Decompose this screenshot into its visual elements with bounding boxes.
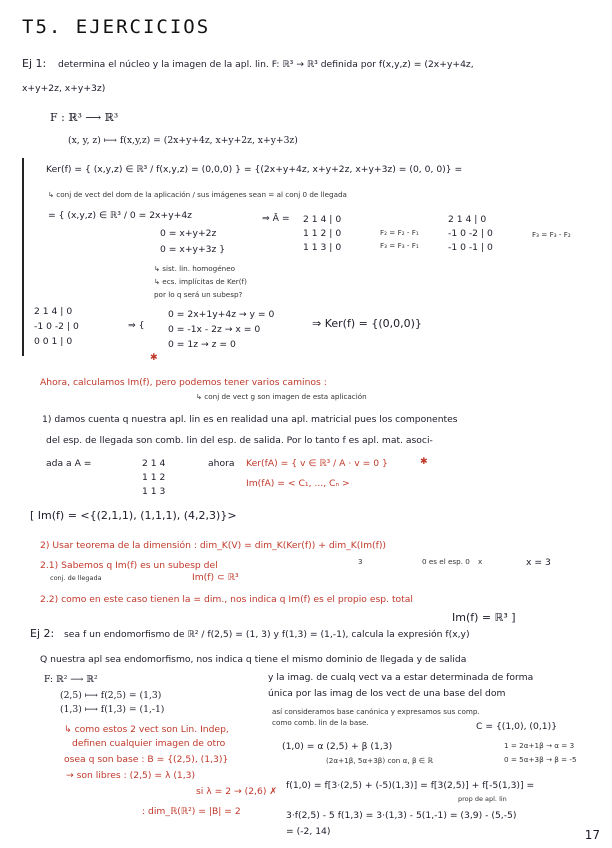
system-row-3: 0 = x+y+3z } [160,244,226,255]
matrix-d-row-2: 1 1 2 [142,472,166,483]
note-left-1: ↳ como estos 2 vect son Lin. Indep, [64,724,229,735]
matrix-d-row-1: 2 1 4 [142,458,166,469]
f-of-1-0-result: = (-2, 14) [286,826,331,837]
system-2-row-2: 0 = 5α+3β → β = -5 [504,755,577,764]
note-right-2: única por las imag de los vect de una base del dom [268,688,506,699]
step-2-dim-im: x [478,557,483,566]
now-label: ahora [208,458,235,469]
map-2-definition: F: ℝ² ⟶ ℝ² [44,674,98,685]
exercise-1-statement: determina el núcleo y la imagen de la apl. lin. F: ℝ³ → ℝ³ definida por f(x,y,z) = (2x+y+4z, [58,59,474,70]
solution-row-3: 0 = 1z → z = 0 [168,339,236,350]
matrix-d-row-3: 1 1 3 [142,486,166,497]
step-2-2: 2.2) como en este caso tienen la = dim., nos indica q Im(f) es el propio esp. total [40,594,413,605]
step-2-1: 2.1) Sabemos q Im(f) es un subesp del [40,560,218,571]
note-left-6: : dim_ℝ(ℝ²) = |B| = 2 [142,806,241,817]
f-of-1-0-expanded: 3·f(2,5) - 5 f(1,3) = 3·(1,3) - 5(1,-1) = (3,9) - (5,-5) [286,810,517,821]
image-result: [ Im(f) = <{(2,1,1), (1,1,1), (4,2,3)}> [30,509,237,522]
combination-2: (2α+1β, 5α+3β) con α, β ∈ ℝ [326,756,434,765]
left-bracket-bar [22,158,24,356]
step-2-1-result: Im(f) ⊂ ℝ³ [192,572,239,583]
kernel-definition: Ker(f) = { (x,y,z) ∈ ℝ³ / f(x,y,z) = (0,0,0) } = {(2x+y+4z, x+y+2z, x+y+3z) = (0, 0, 0)} = [46,164,463,175]
page-number: 17 [584,828,600,842]
asterisk-mark: ✱ [150,352,158,363]
exercise-2-statement: sea f un endomorfismo de ℝ² / f(2,5) = (1, 3) y f(1,3) = (1,-1), calcula la expresión f(x,y) [64,629,470,640]
step-1-line-3: ada a A = [46,458,92,469]
exercise-1-statement-2: x+y+2z, x+y+3z) [22,83,106,94]
arrow-implies: ⇒ { [128,320,145,331]
note-left-4: → son libres : (2,5) = λ (1,3) [66,770,196,781]
step-2-1-note: conj. de llegada [50,574,102,582]
map-rule: (x, y, z) ⟼ f(x,y,z) = (2x+y+4z, x+y+2z, x+y+3z) [68,135,298,146]
note-right-1: y la imag. de cualq vect va a estar determinada de forma [268,672,534,683]
matrix-a-row-2: 1 1 2 | 0 [303,228,342,239]
map-2-rule-1: (2,5) ⟼ f(2,5) = (1,3) [60,690,162,701]
step-2-result: x = 3 [526,557,551,568]
matrix-a-row-1: 2 1 4 | 0 [303,214,342,225]
linear-property-note: prop de apl. lin [458,795,507,803]
matrix-a-label: ⇒ Ā = [262,213,290,224]
note-left-2: definen cualquier imagen de otro [72,738,226,749]
image-fa: Im(fA) = < C₁, ..., Cₙ > [246,478,350,489]
step-2-dim-v: 3 [358,557,363,566]
matrix-c-row-2: -1 0 -2 | 0 [34,321,79,332]
row-operation-3: F₃ = F₃ - F₂ [532,230,571,239]
map-definition: F : ℝ³ ⟶ ℝ³ [50,111,119,124]
note-homogeneous: ↳ sist. lin. homogéneo [154,264,236,273]
step-1-line-1: 1) damos cuenta q nuestra apl. lin es en realidad una apl. matricial pues los componentes [42,414,458,425]
map-2-rule-2: (1,3) ⟼ f(1,3) = (1,-1) [60,704,165,715]
combination-1: (1,0) = α (2,5) + β (1,3) [282,741,393,752]
exercise-1-label: Ej 1: [22,57,47,70]
kernel-result: ⇒ Ker(f) = {(0,0,0)} [312,317,422,330]
kernel-note: ↳ conj de vect del dom de la aplicación / sus imágenes sean = al conj 0 de llegada [48,190,347,199]
matrix-b-row-1: 2 1 4 | 0 [448,214,487,225]
solution-row-1: 0 = 2x+1y+4z → y = 0 [168,309,275,320]
canonical-basis: C = {(1,0), (0,1)} [476,721,558,732]
image-note: ↳ conj de vect g son imagen de esta aplicación [196,392,367,401]
page-title: T5. EJERCICIOS [22,16,211,38]
solution-row-2: 0 = -1x - 2z → x = 0 [168,324,261,335]
asterisk-mark-2: ✱ [420,456,428,467]
note-left-5: si λ = 2 → (2,6) ✗ [196,786,278,797]
row-operation-2: F₃ = F₃ - F₁ [380,241,419,250]
note-subspace: por lo q será un subesp? [154,290,243,299]
f-of-1-0: f(1,0) = f[3·(2,5) + (-5)(1,3)] = f[3(2,5)] + f[-5(1,3)] = [286,780,535,791]
exercise-2-line-2: Q nuestra apl sea endomorfismo, nos indica q tiene el mismo dominio de llegada y de salida [40,654,467,665]
step-2-dim-ker: 0 es el esp. 0 [422,557,470,566]
note-right-3: así consideramos base canónica y expresamos sus comp. [272,707,480,716]
system-intro: = { (x,y,z) ∈ ℝ³ / 0 = 2x+y+4z [48,210,192,221]
step-2-2-result: Im(f) = ℝ³ ] [452,611,516,624]
matrix-b-row-2: -1 0 -2 | 0 [448,228,493,239]
now-compute-image: Ahora, calculamos Im(f), pero podemos tener varios caminos : [40,377,327,388]
step-1-line-2: del esp. de llegada son comb. lin del esp. de salida. Por lo tanto f es apl. mat. asoci- [46,435,433,446]
kernel-fa: Ker(fA) = { v ∈ ℝ³ / A · v = 0 } [246,458,388,469]
matrix-c-row-1: 2 1 4 | 0 [34,306,73,317]
system-2-row-1: 1 = 2α+1β → α = 3 [504,741,575,750]
matrix-a-row-3: 1 1 3 | 0 [303,242,342,253]
row-operation-1: F₂ = F₂ - F₁ [380,228,419,237]
note-implicit: ↳ ecs. implícitas de Ker(f) [154,277,247,286]
note-right-4: como comb. lin de la base. [272,718,369,727]
exercise-2-label: Ej 2: [30,627,55,640]
note-left-3: osea q son base : B = {(2,5), (1,3)} [64,754,229,765]
matrix-b-row-3: -1 0 -1 | 0 [448,242,493,253]
system-row-2: 0 = x+y+2z [160,228,217,239]
matrix-c-row-3: 0 0 1 | 0 [34,336,73,347]
step-2-theorem: 2) Usar teorema de la dimensión : dim_K(V) = dim_K(Ker(f)) + dim_K(Im(f)) [40,540,387,551]
